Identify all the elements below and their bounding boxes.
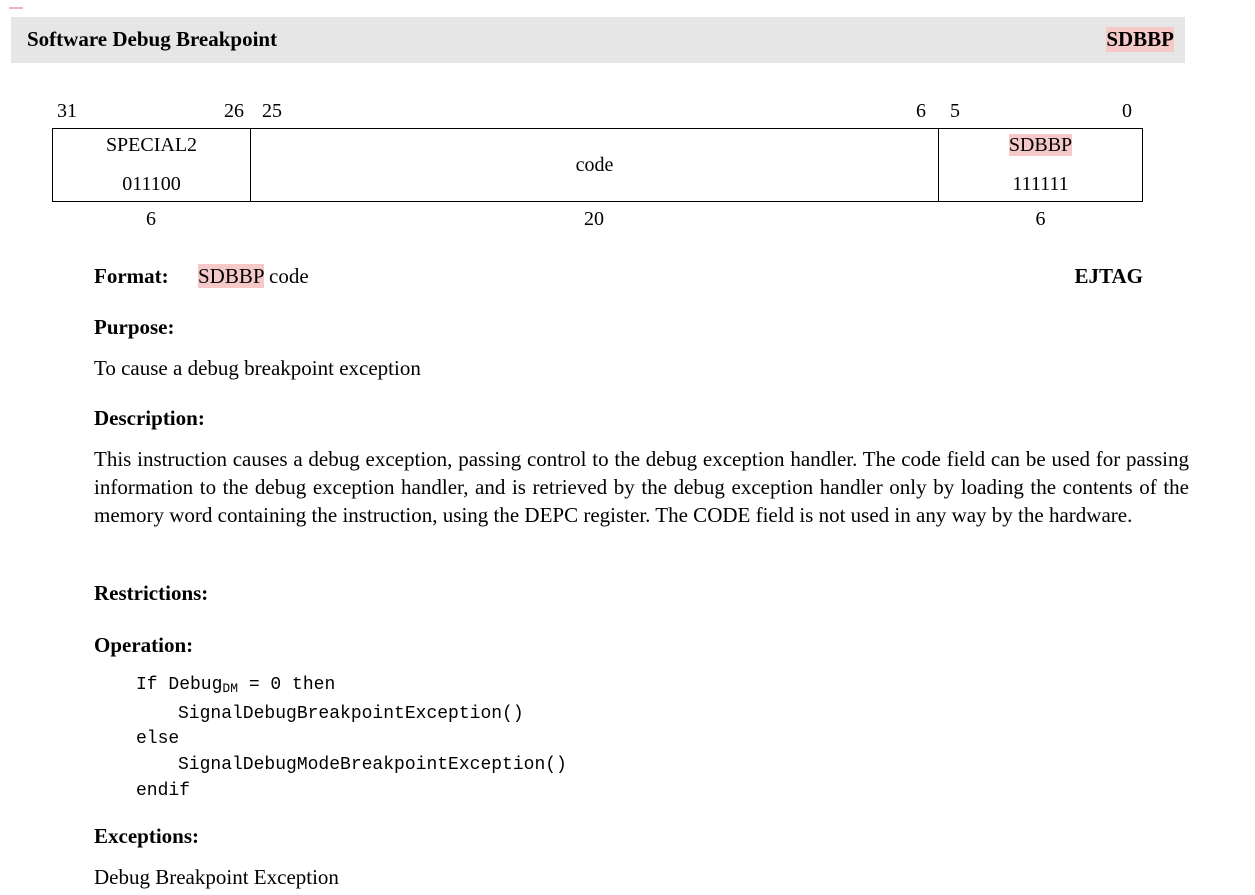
field-width: 6: [1035, 208, 1046, 230]
operation-heading: Operation:: [94, 633, 194, 657]
encoding-field-code: [250, 129, 938, 201]
format-row: [94, 264, 1143, 292]
bit-number: 5: [950, 100, 960, 122]
encoding-field-sdbbp: [938, 129, 1142, 201]
code-subscript: DM: [222, 681, 239, 696]
bit-number: 25: [262, 100, 282, 122]
code-if: If Debug: [136, 675, 223, 695]
purpose-text: To cause a debug breakpoint exception: [94, 356, 421, 380]
code-line: SignalDebugBreakpointException(): [178, 703, 524, 724]
field-name-highlight: SDBBP: [1008, 134, 1073, 156]
instruction-mnemonic: SDBBP: [1106, 27, 1174, 51]
field-value: 011100: [122, 173, 181, 195]
code-line: endif: [136, 780, 191, 801]
instruction-header: [11, 17, 1185, 63]
code-if-rest: = 0 then: [238, 675, 336, 695]
field-value: 111111: [1012, 173, 1069, 195]
code-line: [136, 673, 567, 702]
field-width: 20: [584, 208, 604, 230]
field-name: SPECIAL2: [105, 134, 198, 156]
format-mnemonic: SDBBP: [198, 264, 264, 288]
field-name: [939, 134, 1142, 157]
exceptions-heading: Exceptions:: [94, 824, 199, 848]
bit-number: 0: [1122, 100, 1132, 122]
format-isa: EJTAG: [1074, 264, 1143, 288]
operation-pseudocode: [136, 673, 567, 805]
description-heading: Description:: [94, 406, 205, 430]
restrictions-heading: Restrictions:: [94, 581, 209, 605]
description-text: This instruction causes a debug exception, passing control to the debug exception handler. The code field can be used for passing information to the debug exception handler, and is retrieved by the debug exception handler only by loading the contents of the memory word containing the instruction, using the DEPC register. The CODE field is not used in any way by the hardware.: [94, 447, 1189, 527]
code-line: SignalDebugModeBreakpointException(): [178, 755, 567, 776]
format-syntax: [198, 264, 309, 289]
code-line: else: [136, 729, 180, 750]
bit-number: 31: [57, 100, 77, 122]
format-label: Format:: [94, 264, 169, 288]
purpose-heading: Purpose:: [94, 315, 175, 339]
bit-number: 6: [916, 100, 926, 122]
format-operand: code: [263, 264, 309, 288]
encoding-field-special2: [53, 129, 250, 201]
field-name: code: [575, 154, 614, 176]
bit-number: 26: [224, 100, 244, 122]
exceptions-text: Debug Breakpoint Exception: [94, 865, 339, 889]
change-bar-mark: [9, 7, 23, 9]
field-width: 6: [146, 208, 156, 230]
instruction-title: Software Debug Breakpoint: [27, 27, 278, 51]
encoding-table: [52, 128, 1143, 202]
